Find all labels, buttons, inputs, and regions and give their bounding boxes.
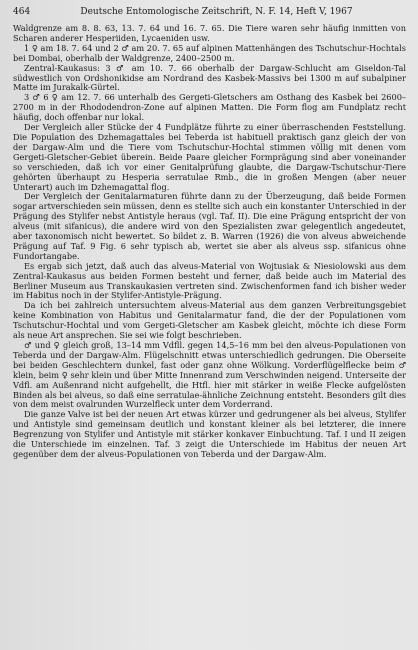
- paragraph: Der Vergleich aller Stücke der 4 Fundplätze führte zu einer überraschenden Feststellung. Die Population des Dzhemagattales bei Teberda ist habituell praktisch ganz gleich der von der Dargaw-Alm und die Tiere vom Tschutschur-Hochtal stimmen völlig mit denen vom Gergeti-Gletscher-Gebiet überein. Beide Paare gleicher Formprägung sind aber voneinander so verschieden, daß ich vor einer Genitalprüfung glaubte, die Dargaw-Tschutschur-Tiere gehörten überhaupt zu Hesperia serratulae Rmb., die in großen Mengen (aber neuer Unterart) auch im Dzhemagattal flog.: [13, 122, 406, 192]
- paragraph: Die ganze Valve ist bei der neuen Art etwas kürzer und gedrungener als bei alveus, Stylifer und Antistyle sind gemeinsam deutlich und konstant kleiner als bei letzterer, die innere Begrenzung von Stylifer und Antistyle mit stärker konkaver Einbuchtung. Taf. I und II zeigen die Unterschiede im einzelnen. Taf. 3 zeigt die Unterschiede im Habitus der neuen Art gegenüber dem der alveus-Populationen von Teberda und der Dargaw-Alm.: [13, 409, 406, 459]
- paragraph: Es ergab sich jetzt, daß auch das alveus-Material von Wojtusiak & Niesiolowski aus dem Zentral-Kaukasus aus beiden Formen besteht und ferner, daß beide auch im Material des Berliner Museum aus Transkaukasien vertreten sind. Zwischenformen fand ich bisher weder im Habitus noch in der Stylifer-Antistyle-Prägung.: [13, 260, 406, 301]
- paragraph: ♂ und ♀ gleich groß, 13–14 mm Vdfll. gegen 14,5–16 mm bei den alveus-Populationen von Teberda und der Dargaw-Alm. Flügelschnitt etwas unterschiedlich gedrungen. Die Oberseite bei beiden Geschlechtern dunkel, fast oder ganz ohne Wölkung. Vorderflügelflecke beim ♂ klein, beim ♀ sehr klein und über Mitte Innenrand zum Verschwinden neigend. Unterseite der Vdfl. am Außenrand nicht aufgehellt, die Htfl. hier mit stärker in weiße Flecke aufgelösten Binden als bei alveus, so daß eine serratulae-ähnliche Zeichnung entsteht. Besonders gilt dies von dem meist ovalrunden Wurzelfleck unter dem Vorderrand.: [13, 340, 406, 410]
- paragraph: Waldgrenze am 8. 8. 63, 13. 7. 64 und 16. 7. 65. Die Tiere waren sehr häufig inmitten von Scharen anderer Hesperiiden, Lycaeniden usw.: [13, 23, 406, 43]
- journal-title: Deutsche Entomologische Zeitschrift, N. F. 14, Heft V, 1967: [80, 7, 353, 17]
- paragraph: Zentral-Kaukasus: 3 ♂ am 10. 7. 66 oberhalb der Dargaw-Schlucht am Giseldon-Tal südwestlich von Ordshonikidse am Nordrand des Kasbek-Massivs bei 1300 m auf subalpiner Matte im Jurakalk-Gürtel.: [13, 62, 406, 93]
- running-header: [13, 7, 406, 18]
- page-number: 464: [13, 7, 31, 17]
- body-text: [13, 24, 406, 460]
- paragraph: Der Vergleich der Genitalarmaturen führte dann zu der Überzeugung, daß beide Formen sogar artverschieden sein müssen, denn es stellte sich auch ein konstanter Unterschied in der Prägung des Stylifer nebst Antistyle heraus (vgl. Taf. II). Die eine Prägung entspricht der von alveus (mit sifanicus), die andere wird von den Spezialisten zwar gelegentlich angedeutet, aber taxonomisch nicht bewertet. So bildet z. B. Warren (1926) die von alveus abweichende Prägung auf Taf. 9 Fig. 6 sehr typisch ab, wertet sie aber als alveus ssp. sifanicus ohne Fundortangabe.: [13, 191, 407, 261]
- paragraph: Da ich bei zahlreich untersuchtem alveus-Material aus dem ganzen Verbreitungsgebiet keine Kombination von Habitus und Genitalarmatur fand, die der der Populationen vom Tschutschur-Hochtal und vom Gergeti-Gletscher am Kasbek gleicht, möchte ich diese Form als neue Art ansprechen. Sie sei wie folgt beschrieben.: [13, 300, 406, 341]
- paragraph: 3 ♂ 6 ♀ am 12. 7. 66 unterhalb des Gergeti-Gletschers am Osthang des Kasbek bei 2600–2700 m in der Rhododendron-Zone auf alpinen Matten. Die Form flog am Fundplatz recht häufig, doch offenbar nur lokal.: [13, 92, 406, 123]
- paragraph: 1 ♀ am 18. 7. 64 und 2 ♂ am 20. 7. 65 auf alpinen Mattenhängen des Tschutschur-Hochtals bei Dombai, oberhalb der Waldgrenze, 2400–2500 m.: [13, 42, 406, 63]
